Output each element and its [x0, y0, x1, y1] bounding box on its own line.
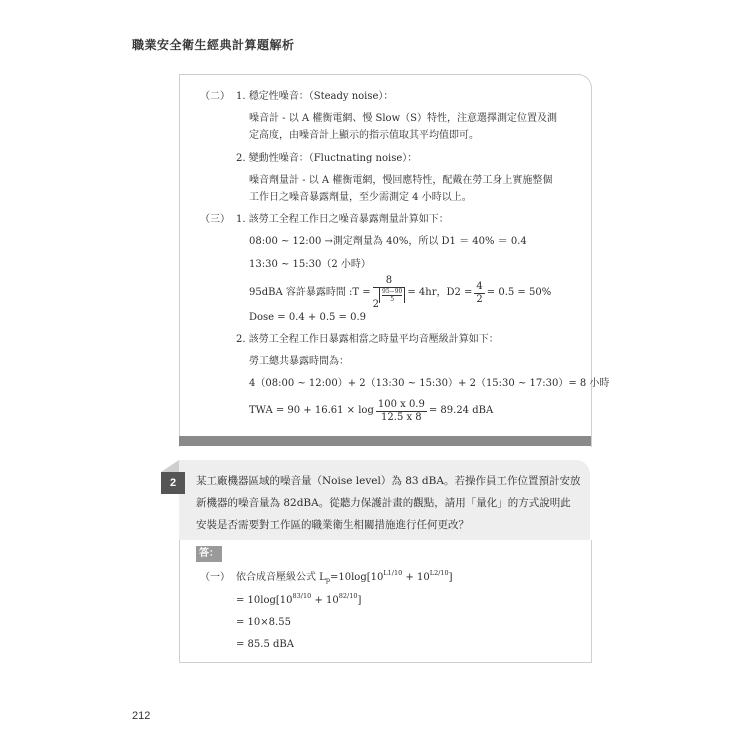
- question-tab-fold: [161, 460, 179, 472]
- twa-fraction: [376, 399, 427, 424]
- twa-calc-title: 2. 該勞工全程工作日暴露相當之時量平均音壓級計算如下：: [236, 334, 499, 345]
- page-number: 212: [132, 710, 151, 722]
- formula-prefix: 95dBA 容許暴露時間 :T =: [249, 287, 371, 298]
- dose-calc-title: 1. 該勞工全程工作日之噪音暴露劑量計算如下：: [236, 214, 449, 225]
- exposure-time-label: 勞工總共暴露時間為：: [249, 356, 349, 367]
- dose-line-period: 13:30 ~ 15:30（2 小時）: [249, 259, 371, 270]
- formula-fraction-d2: [474, 281, 484, 306]
- dose-total: Dose = 0.4 + 0.5 = 0.9: [249, 312, 367, 323]
- twa-formula: [249, 396, 493, 426]
- formula-end: = 0.5 = 50%: [486, 287, 552, 298]
- answer-label: 答：: [196, 546, 222, 562]
- book-title: 職業安全衛生經典計算題解析: [132, 38, 295, 52]
- fraction-denominator: 2: [476, 293, 483, 305]
- formula-mid: = 4hr，D2 =: [407, 287, 473, 298]
- question-number: 2: [161, 472, 185, 494]
- question-line: 某工廠機器區域的噪音量（Noise level）為 83 dBA。若操作員工作位置預計安放: [196, 475, 581, 487]
- permissible-time-formula: [249, 276, 551, 310]
- steady-noise-text-2: 定高度，由噪音計上顯示的指示值取其平均值即可。: [249, 130, 479, 141]
- fraction-denominator: 12.5 x 8: [381, 411, 422, 423]
- power-exponent: $\frac{95-90}{5}$: [379, 288, 405, 303]
- exposure-time-calc: 4（08:00 ~ 12:00）+ 2（13:30 ~ 15:30）+ 2（15:30 ~ 17:30）= 8 小時: [249, 378, 610, 389]
- dose-line-d1: 08:00 ~ 12:00 →測定劑量為 40%，所以 D1 ＝ 40% ＝ 0.4: [249, 236, 527, 247]
- combined-level-step: = 10×8.55: [236, 617, 291, 628]
- answer-box-bottom-bar: [179, 436, 591, 446]
- fraction-denominator: [373, 288, 406, 311]
- part-3-mark: （三）: [200, 214, 230, 225]
- fraction-numerator: 4: [476, 280, 483, 292]
- fraction-numerator: 8: [373, 275, 406, 288]
- answer-part-1-mark: （一）: [200, 572, 230, 583]
- formula-fraction-t: [373, 275, 406, 311]
- twa-result: = 89.24 dBA: [428, 405, 494, 416]
- combined-level-result: = 85.5 dBA: [236, 639, 294, 650]
- twa-prefix: TWA = 90 + 16.61 × log: [249, 405, 374, 416]
- power-base: 2: [372, 299, 380, 310]
- part-2-mark: （二）: [200, 91, 230, 102]
- steady-noise-title: 1. 穩定性噪音：（Steady noise）：: [236, 91, 394, 102]
- fluctuating-noise-text-2: 工作日之噪音暴露劑量，至少需測定 4 小時以上。: [249, 192, 472, 203]
- question-line: 新機器的噪音量為 82dBA。從聽力保護計畫的觀點，請用「量化」的方式說明此: [196, 497, 571, 509]
- fluctuating-noise-title: 2. 變動性噪音：（Fluctnating noise）：: [236, 153, 418, 164]
- combined-level-substitution: = $10\log[10^{83/10} + 10^{82/10}]$: [236, 592, 362, 606]
- fraction-numerator: 100 x 0.9: [377, 398, 425, 410]
- steady-noise-text-1: 噪音計 - 以 A 權衡電網、慢 Slow（S）特性，注意選擇測定位置及測: [249, 113, 557, 124]
- question-line: 安裝是否需要對工作區的職業衛生相關措施進行任何更改？: [196, 519, 469, 531]
- combined-level-formula: 依合成音壓級公式 $L_p=10\log[10^{L1/10} + 10^{L2/10}]$: [236, 569, 453, 584]
- question-text: [196, 470, 586, 536]
- fluctuating-noise-text-1: 噪音劑量計 - 以 A 權衡電網，慢回應特性，配戴在勞工身上實施整個: [249, 175, 553, 186]
